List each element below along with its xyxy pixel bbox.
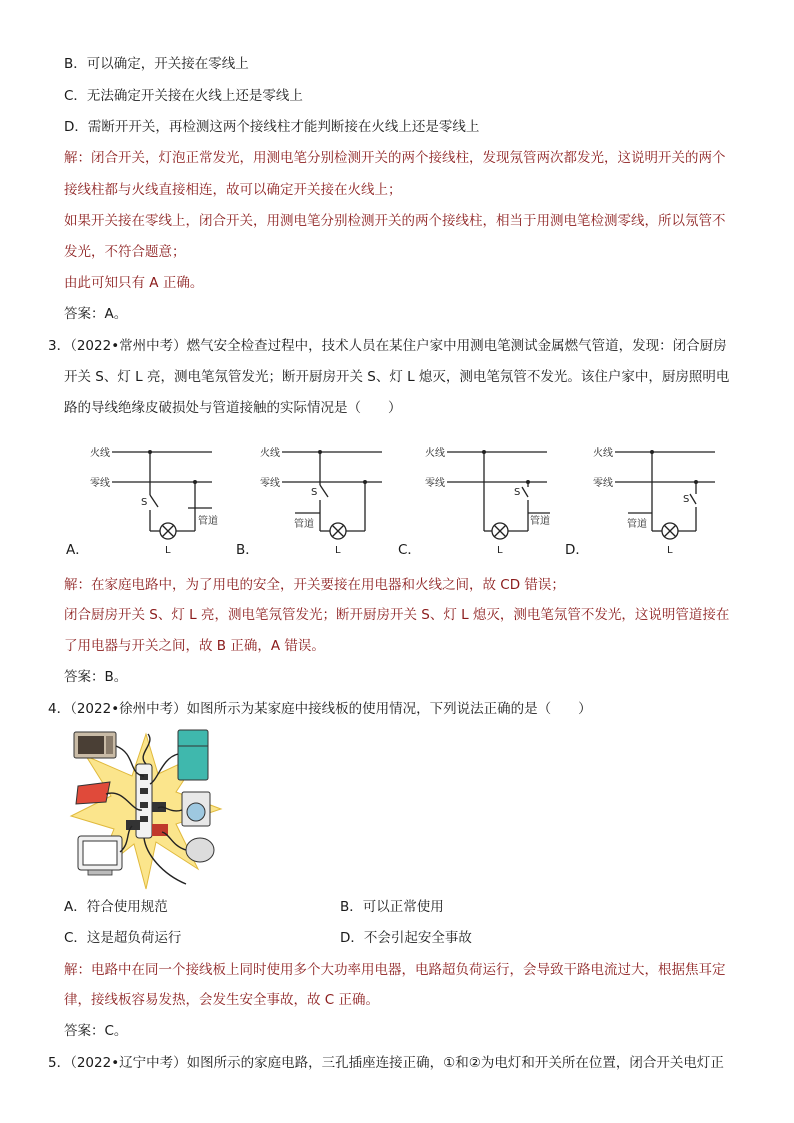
q4-option-a: A．符合使用规范 <box>64 899 168 915</box>
q3-option-b-label: B． <box>236 542 259 558</box>
switch-label: S <box>514 487 521 498</box>
q2-option-d: D．需断开开关，再检测这两个接线柱才能判断接在火线上还是零线上 <box>64 119 480 135</box>
q4-solution-line: 解：电路中在同一个接线板上同时使用多个大功率用电器，电路超负荷运行，会导致干路电流过大，根据焦耳定 <box>64 962 726 978</box>
neutral-wire-label: 零线 <box>425 478 445 489</box>
q3-solution-line: 闭合厨房开关 S、灯 L 亮，测电笔氖管发光；断开厨房开关 S、灯 L 熄灭，测电笔氖管不发光，这说明管道接在 <box>64 607 730 623</box>
q4-option-b: B．可以正常使用 <box>340 899 444 915</box>
q2-solution-line: 如果开关接在零线上，闭合开关，用测电笔分别检测开关的两个接线柱，相当于用测电笔检测零线，所以氖管不 <box>64 213 726 229</box>
q4-solution-line: 律，接线板容易发热，会发生安全事故，故 C 正确。 <box>64 992 380 1008</box>
q3-circuit-diagrams <box>0 435 794 565</box>
q2-solution-line: 由此可知只有 A 正确。 <box>64 275 204 291</box>
pipe-label: 管道 <box>198 516 218 527</box>
switch-label: S <box>141 497 148 508</box>
q3-stem: 3．（2022•常州中考）燃气安全检查过程中，技术人员在某住户家中用测电笔测试金属燃气管道，发现：闭合厨房 <box>48 338 727 354</box>
neutral-wire-label: 零线 <box>90 478 110 489</box>
q3-option-d-label: D． <box>565 542 589 558</box>
switch-label: S <box>311 487 318 498</box>
live-wire-label: 火线 <box>90 448 110 459</box>
q4-stem: 4．（2022•徐州中考）如图所示为某家庭中接线板的使用情况，下列说法正确的是（ ） <box>48 701 592 717</box>
pipe-label: 管道 <box>294 519 314 530</box>
q4-option-c: C．这是超负荷运行 <box>64 930 182 946</box>
q3-option-a-label: A． <box>66 542 89 558</box>
lamp-label: L <box>335 545 341 556</box>
q5-stem: 5．（2022•辽宁中考）如图所示的家庭电路，三孔插座连接正确，①和②为电灯和开关所在位置，闭合开关电灯正 <box>48 1055 724 1071</box>
q2-solution-line: 发光，不符合题意； <box>64 244 186 260</box>
q2-answer: 答案：A。 <box>64 306 128 322</box>
q4-option-d: D．不会引起安全事故 <box>340 930 472 946</box>
neutral-wire-label: 零线 <box>593 478 613 489</box>
q2-solution-line: 解：闭合开关，灯泡正常发光，用测电笔分别检测开关的两个接线柱，发现氖管两次都发光，这说明开关的两个 <box>64 150 726 166</box>
q2-option-c: C．无法确定开关接在火线上还是零线上 <box>64 88 303 104</box>
q2-option-b: B．可以确定，开关接在零线上 <box>64 56 249 72</box>
lamp-label: L <box>165 545 171 556</box>
q3-option-c-label: C． <box>398 542 421 558</box>
q2-solution-line: 接线柱都与火线直接相连，故可以确定开关接在火线上； <box>64 182 402 198</box>
pipe-label: 管道 <box>627 519 647 530</box>
live-wire-label: 火线 <box>593 448 613 459</box>
switch-label: S <box>683 494 690 505</box>
q4-answer: 答案：C。 <box>64 1023 128 1039</box>
q3-solution-line: 解：在家庭电路中，为了用电的安全，开关要接在用电器和火线之间，故 CD 错误； <box>64 577 565 593</box>
neutral-wire-label: 零线 <box>260 478 280 489</box>
live-wire-label: 火线 <box>425 448 445 459</box>
overloaded-power-strip-illustration <box>66 724 226 894</box>
q3-solution-line: 了用电器与开关之间，故 B 正确，A 错误。 <box>64 638 325 654</box>
q3-stem: 路的导线绝缘皮破损处与管道接触的实际情况是（ ） <box>64 400 402 416</box>
lamp-label: L <box>497 545 503 556</box>
pipe-label: 管道 <box>530 516 550 527</box>
live-wire-label: 火线 <box>260 448 280 459</box>
q3-stem: 开关 S、灯 L 亮，测电笔氖管发光；断开厨房开关 S、灯 L 熄灭，测电笔氖管不发光。该住户家中，厨房照明电 <box>64 369 730 385</box>
q3-answer: 答案：B。 <box>64 669 128 685</box>
lamp-label: L <box>667 545 673 556</box>
